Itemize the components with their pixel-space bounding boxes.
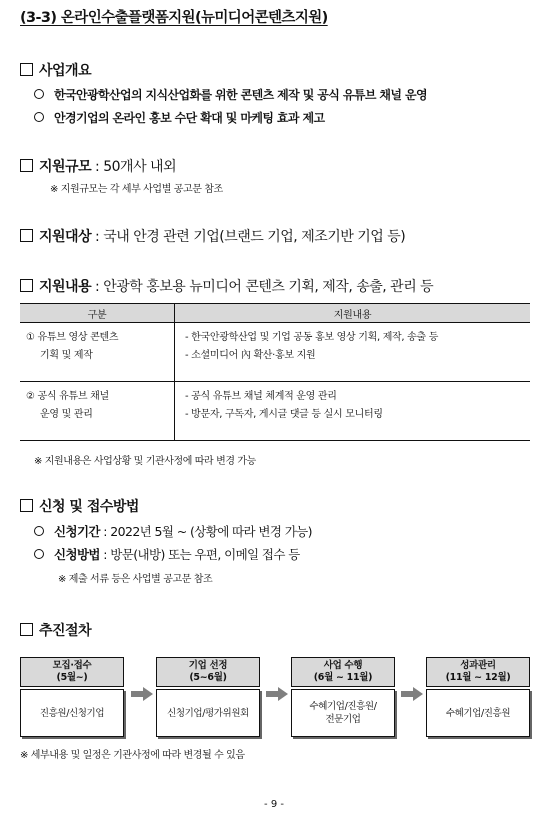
target-heading: 지원대상 (39, 229, 92, 245)
table-row (20, 323, 530, 382)
checkbox-square-icon (20, 229, 33, 242)
table-row (20, 382, 530, 441)
table-header-category: 구분 (20, 304, 175, 323)
section-overview (20, 60, 91, 80)
procedure-heading: 추진절차 (39, 623, 92, 639)
table-cell-details: - 한국안광학산업 및 기업 공동 홍보 영상 기획, 제작, 송출 등 - 소셜미디어 內 확산·홍보 지원 (175, 323, 531, 382)
target-value: : 국내 안경 관련 기업(브랜드 기업, 제조기반 기업 등) (91, 229, 406, 245)
step-3-header: 사업 수행 (6월 ~ 11월) (291, 657, 395, 687)
apply-method: 신청방법 : 방문(내방) 또는 우편, 이메일 접수 등 (34, 545, 300, 563)
arrow-right-icon (131, 687, 153, 701)
content-heading: 지원내용 (39, 279, 92, 295)
overview-bullet-2: 안경기업의 온라인 홍보 수단 확대 및 마케팅 효과 제고 (34, 109, 324, 126)
section-procedure (20, 620, 91, 640)
procedure-note: ※ 세부내용 및 일정은 기관사정에 따라 변경될 수 있음 (20, 750, 245, 761)
table-cell-category: ① 유튜브 영상 콘텐츠 기획 및 제작 (20, 323, 175, 382)
table-header-row (20, 304, 530, 323)
section-scale (20, 156, 176, 176)
apply-period: 신청기간 : 2022년 5월 ~ (상황에 따라 변경 가능) (34, 522, 312, 540)
table-cell-details: - 공식 유튜브 채널 체계적 운영 관리 - 방문자, 구독자, 게시글 댓글 등 실시 모니터링 (175, 382, 531, 441)
arrow-right-icon (266, 687, 288, 701)
circle-bullet-icon (34, 112, 44, 122)
step-4-body: 수혜기업/진흥원 (426, 689, 530, 737)
step-4-header: 성과관리 (11월 ~ 12월) (426, 657, 530, 687)
checkbox-square-icon (20, 63, 33, 76)
support-table (20, 303, 530, 441)
section-content (20, 276, 433, 296)
step-1-body: 진흥원/신청기업 (20, 689, 124, 737)
checkbox-square-icon (20, 159, 33, 172)
scale-heading: 지원규모 (39, 159, 92, 175)
content-note: ※ 지원내용은 사업상황 및 기관사정에 따라 변경 가능 (34, 456, 256, 467)
table-header-details: 지원내용 (175, 304, 531, 323)
scale-note: ※ 지원규모는 각 세부 사업별 공고문 참조 (50, 184, 223, 195)
page-title: (3-3) 온라인수출플랫폼지원(뉴미디어콘텐츠지원) (20, 10, 328, 26)
arrow-right-icon (401, 687, 423, 701)
table-cell-category: ② 공식 유튜브 채널 운영 및 관리 (20, 382, 175, 441)
step-2-header: 기업 선정 (5~6월) (156, 657, 260, 687)
section-target (20, 226, 405, 246)
step-2-body: 신청기업/평가위원회 (156, 689, 260, 737)
circle-bullet-icon (34, 89, 44, 99)
content-value: : 안광학 홍보용 뉴미디어 콘텐츠 기획, 제작, 송출, 관리 등 (91, 279, 434, 295)
apply-heading: 신청 및 접수방법 (39, 499, 139, 515)
checkbox-square-icon (20, 279, 33, 292)
step-1-header: 모집·접수 (5월~) (20, 657, 124, 687)
step-3-body: 수혜기업/진흥원/ 전문기업 (291, 689, 395, 737)
circle-bullet-icon (34, 526, 44, 536)
overview-heading: 사업개요 (39, 63, 92, 79)
page-number: - 9 - (264, 799, 284, 810)
checkbox-square-icon (20, 499, 33, 512)
scale-value: : 50개사 내외 (91, 159, 177, 175)
checkbox-square-icon (20, 623, 33, 636)
section-apply (20, 496, 139, 516)
circle-bullet-icon (34, 549, 44, 559)
overview-bullet-1: 한국안광학산업의 지식산업화를 위한 콘텐츠 제작 및 공식 유튜브 채널 운영 (34, 86, 427, 103)
apply-note: ※ 제출 서류 등은 사업별 공고문 참조 (58, 574, 213, 585)
